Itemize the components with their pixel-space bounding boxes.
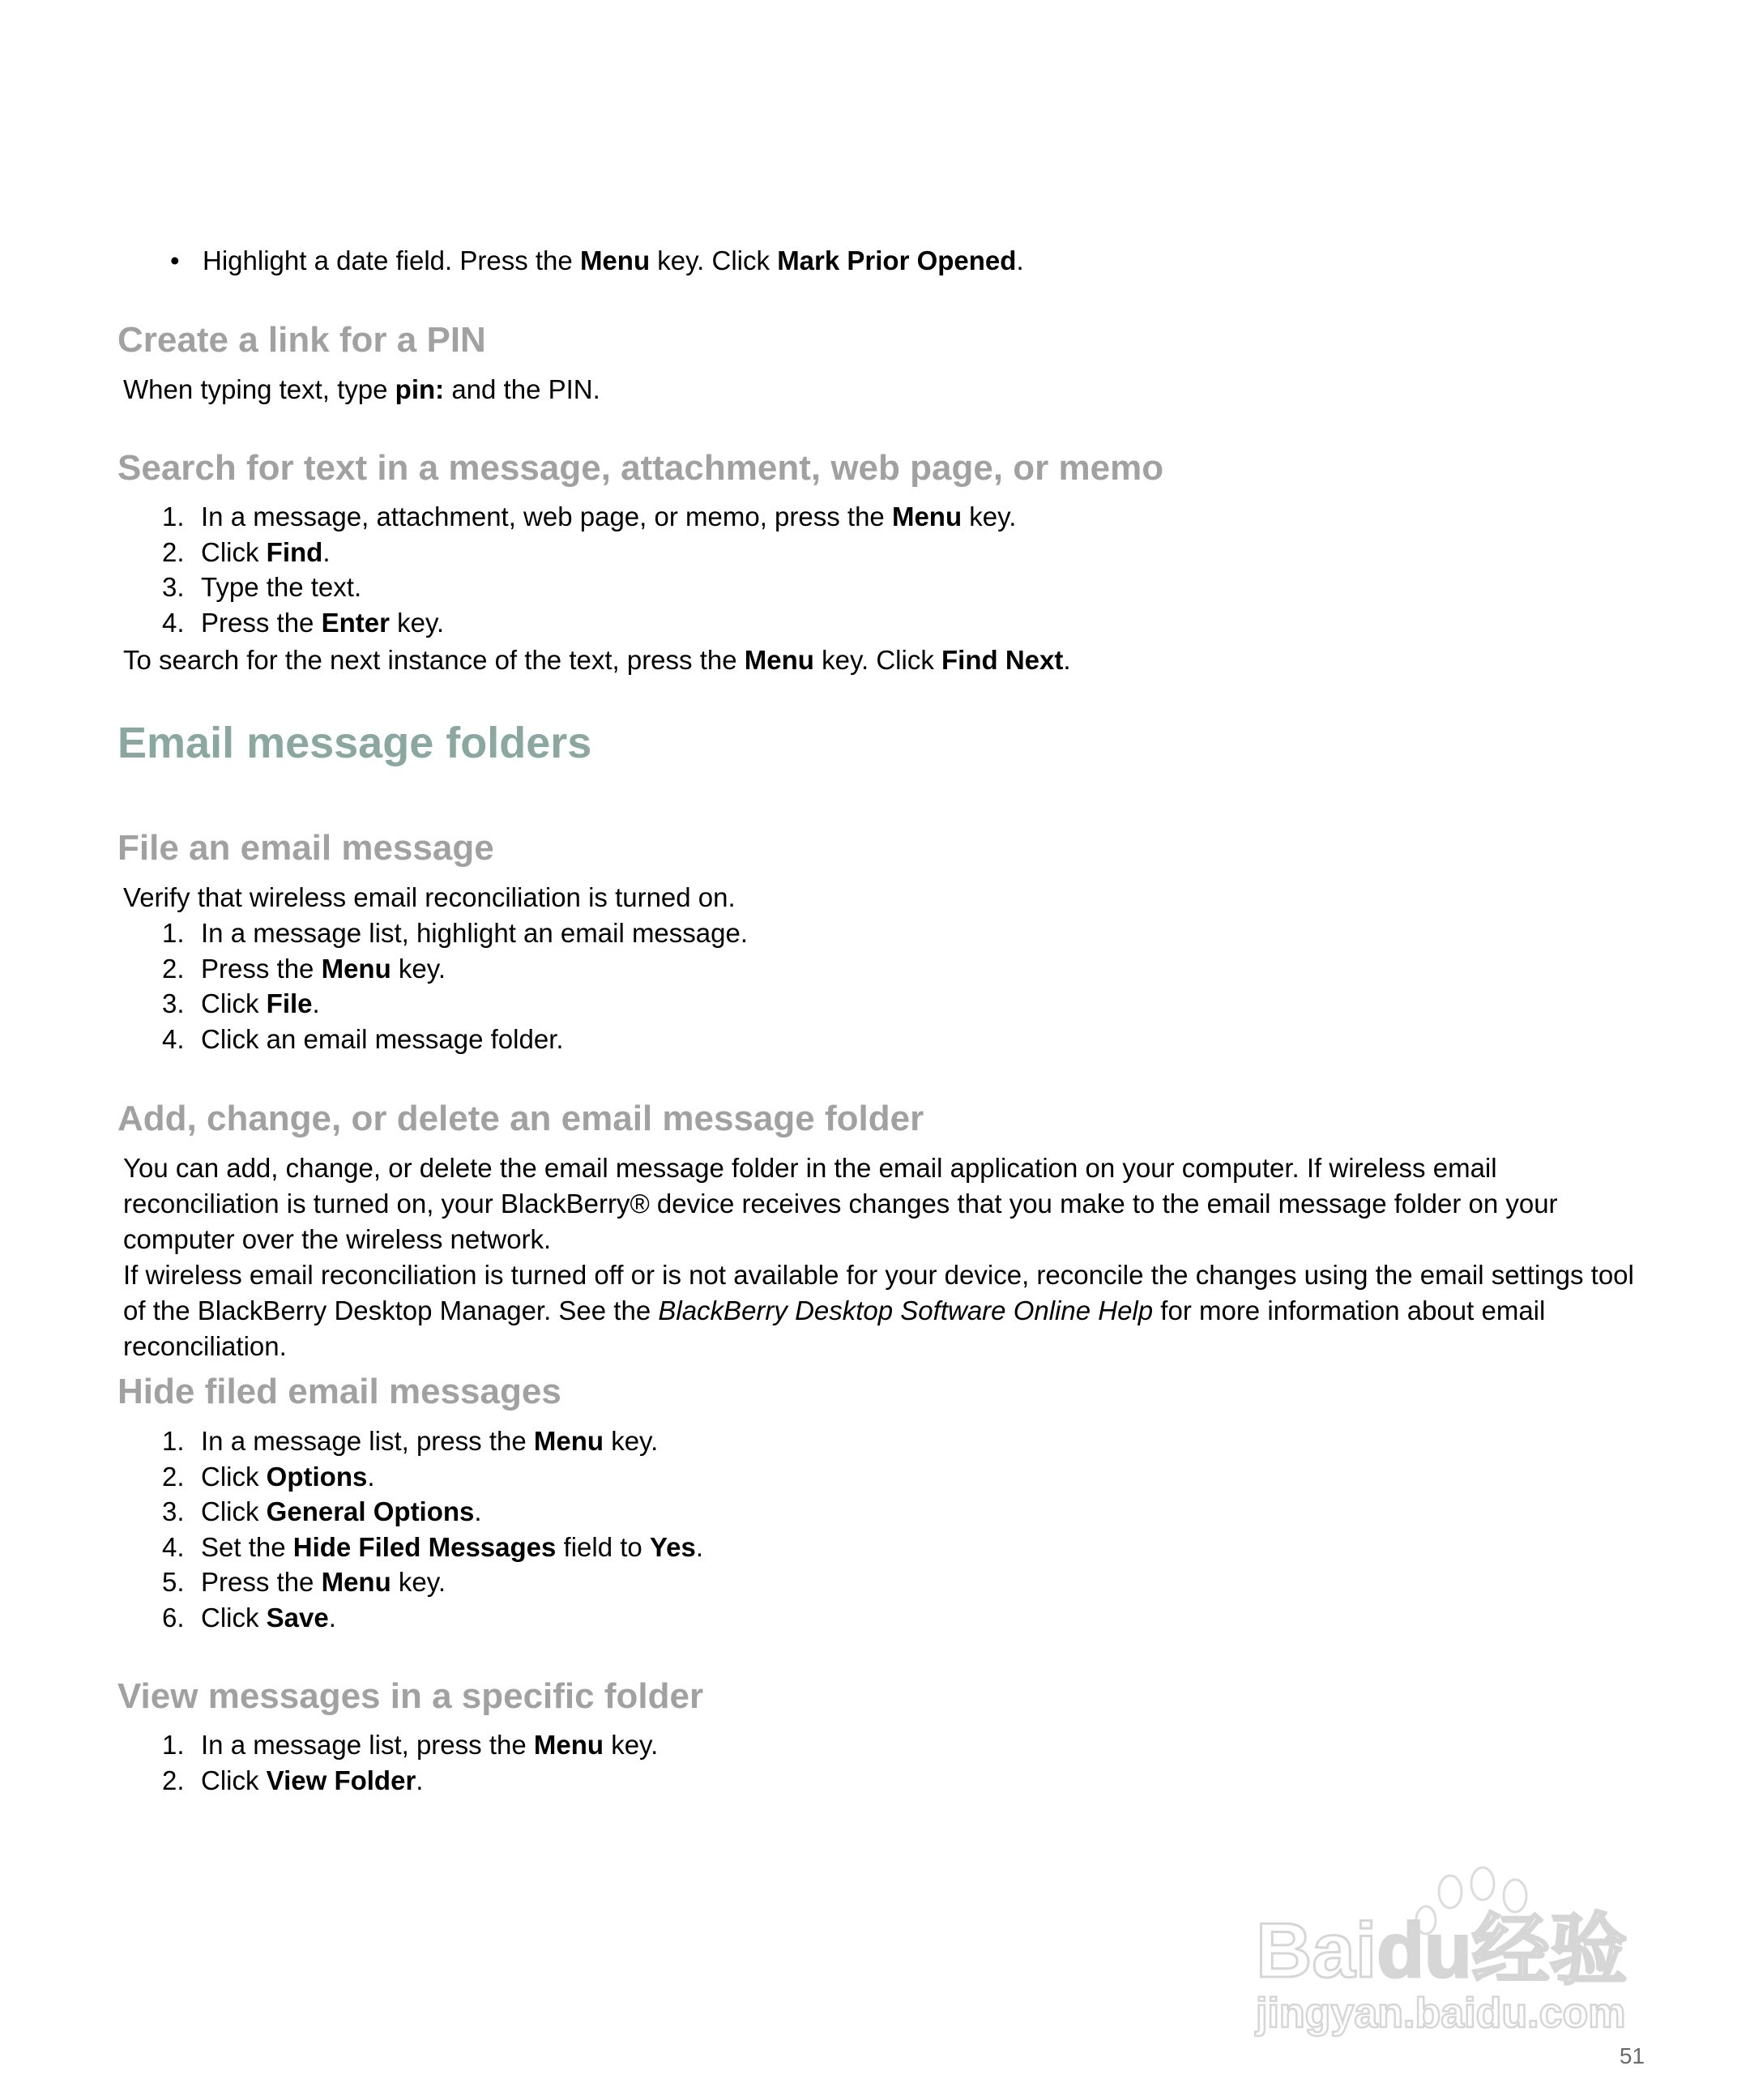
- heading-hide-filed: Hide filed email messages: [117, 1372, 561, 1411]
- list-item: 6. Click Save.: [162, 1602, 336, 1633]
- search-note: To search for the next instance of the text, press the Menu key. Click Find Next.: [123, 645, 1071, 675]
- file-intro: Verify that wireless email reconciliation is turned on.: [123, 882, 736, 912]
- list-item: 1. In a message list, press the Menu key.: [162, 1426, 659, 1456]
- list-item: 2. Click Options.: [162, 1461, 375, 1492]
- list-item: 3. Click File.: [162, 988, 320, 1019]
- list-item: 5. Press the Menu key.: [162, 1567, 446, 1598]
- list-item: 3. Type the text.: [162, 572, 362, 603]
- list-item: 3. Click General Options.: [162, 1496, 482, 1527]
- list-item: 2. Click View Folder.: [162, 1765, 424, 1795]
- view-steps: [162, 1727, 658, 1798]
- list-item: 1. In a message, attachment, web page, or memo, press the Menu key.: [162, 502, 1017, 531]
- add-change-paragraph-2: If wireless email reconciliation is turned off or is not available for your device, reconcile the changes using the email settings tool of the BlackBerry Desktop Manager. See the BlackBerry Desktop Software Online Help for more information about email reconciliation.: [123, 1260, 1634, 1361]
- list-item: 2. Press the Menu key.: [162, 953, 446, 984]
- watermark-url-text: jingyan.baidu.com: [1256, 1990, 1626, 2037]
- hide-steps: [162, 1423, 703, 1636]
- pin-instructions: When typing text, type pin: and the PIN.: [123, 374, 600, 404]
- heading-file-email: File an email message: [117, 828, 494, 868]
- heading-add-change-delete-folder: Add, change, or delete an email message folder: [117, 1099, 924, 1138]
- heading-create-pin-link: Create a link for a PIN: [117, 320, 486, 360]
- heading-search-text: Search for text in a message, attachment, web page, or memo: [117, 448, 1164, 488]
- bullet-item: • Highlight a date field. Press the Menu key. Click Mark Prior Opened.: [170, 243, 1024, 279]
- list-item: 1. In a message list, press the Menu key.: [162, 1730, 659, 1760]
- list-item: 4. Set the Hide Filed Messages field to Yes.: [162, 1531, 704, 1562]
- search-steps: [162, 499, 1016, 640]
- watermark-brand-text: Baidu经验: [1256, 1907, 1628, 1994]
- list-item: 4. Press the Enter key.: [162, 607, 445, 638]
- heading-view-folder: View messages in a specific folder: [117, 1676, 704, 1716]
- page-number: 51: [1619, 2043, 1645, 2068]
- list-item: 1. In a message list, highlight an email message.: [162, 918, 749, 948]
- file-steps: [162, 916, 748, 1056]
- section-title: Email message folders: [117, 719, 592, 767]
- baidu-watermark-logo: [1248, 1847, 1669, 2050]
- list-item: 2. Click Find.: [162, 536, 331, 567]
- add-change-paragraph-1: You can add, change, or delete the email message folder in the email application on your computer. If wireless email reconciliation is turned on, your BlackBerry® device receives changes that you make to the email message folder on your computer over the wireless network.: [123, 1153, 1558, 1254]
- bullet-dot: •: [170, 245, 180, 275]
- list-item: 4. Click an email message folder.: [162, 1023, 564, 1054]
